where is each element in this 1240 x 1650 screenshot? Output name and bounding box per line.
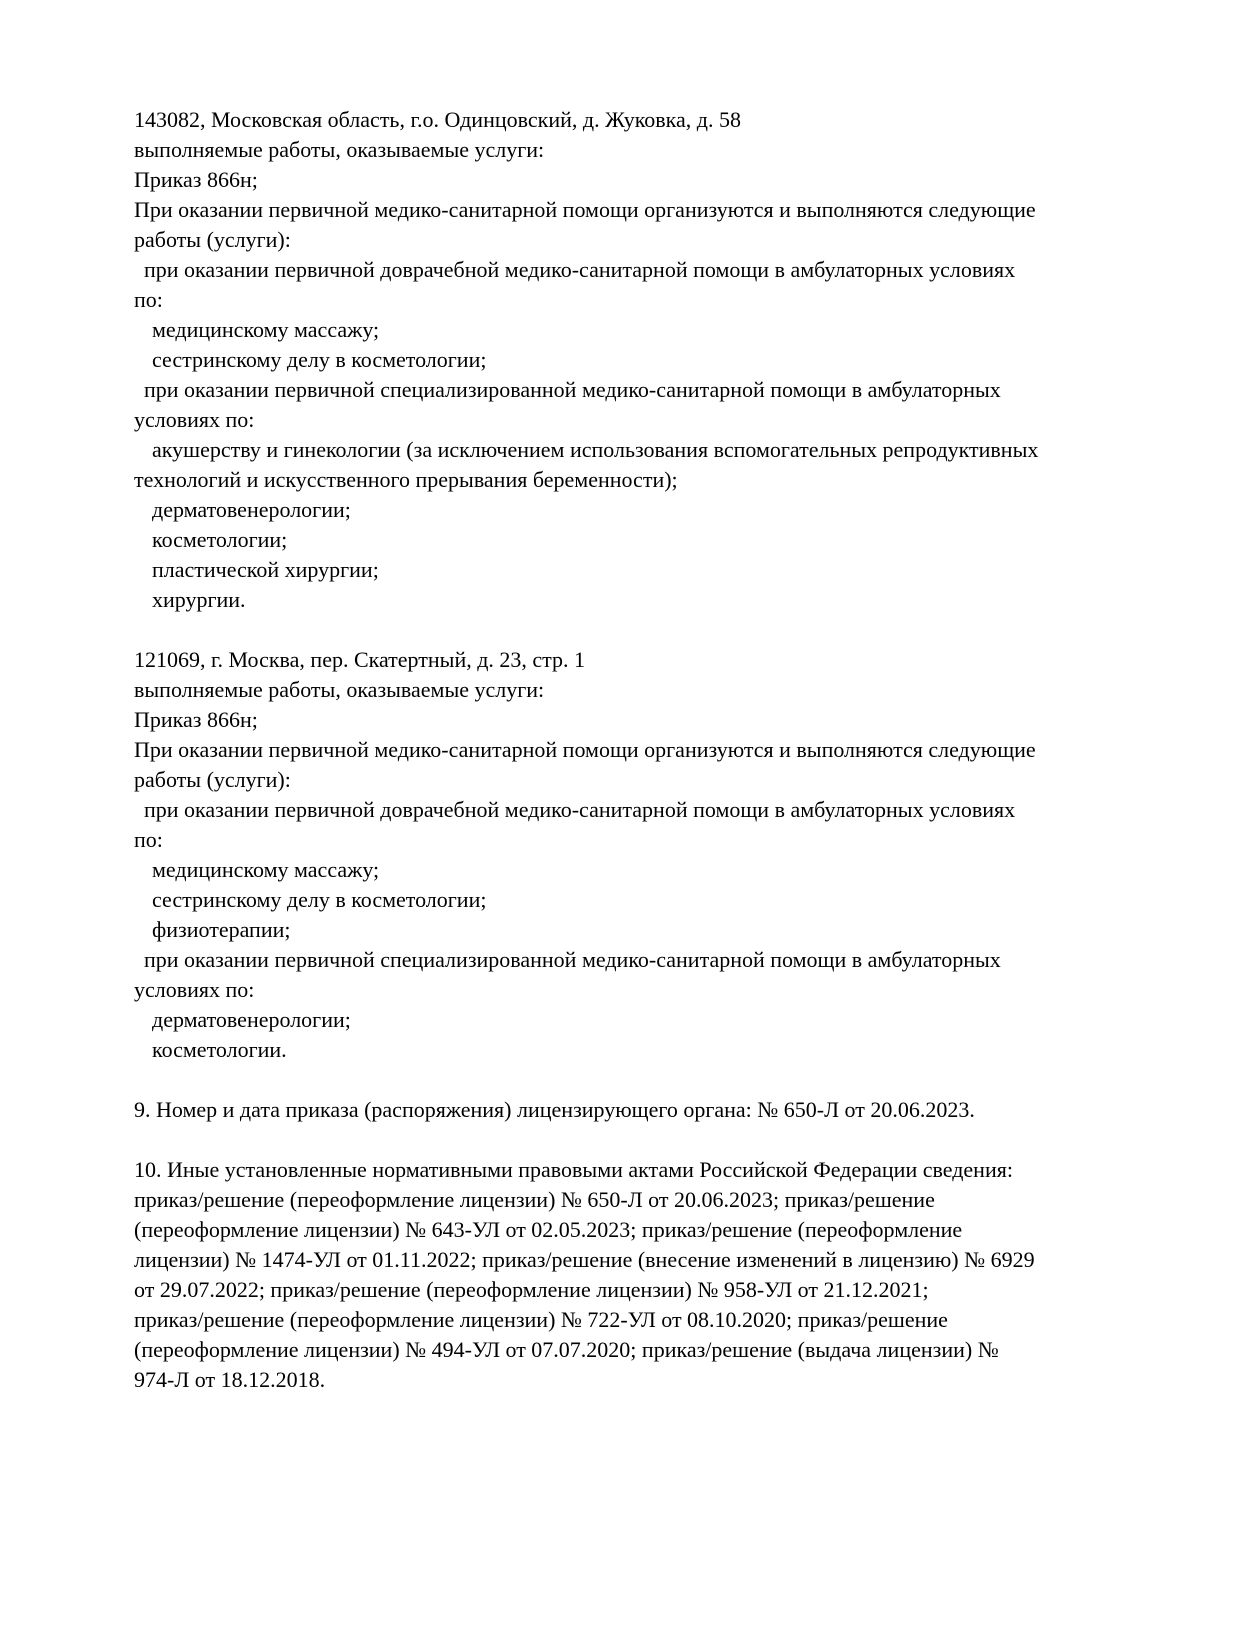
section-clause-10 — [134, 1155, 1180, 1395]
document-line: 974-Л от 18.12.2018. — [134, 1367, 326, 1392]
document-line: 9. Номер и дата приказа (распоряжения) лицензирующего органа: № 650-Л от 20.06.2023. — [134, 1097, 975, 1122]
document-line: пластической хирургии; — [152, 557, 379, 582]
document-line: при оказании первичной специализированной медико-санитарной помощи в амбулаторных — [144, 947, 1001, 972]
document-line: (переоформление лицензии) № 643-УЛ от 02.05.2023; приказ/решение (переоформление — [134, 1217, 963, 1242]
document-line: физиотерапии; — [152, 917, 291, 942]
document-line: условиях по: — [134, 407, 255, 432]
document-line: акушерству и гинекологии (за исключением использования вспомогательных репродуктивных — [152, 437, 1039, 462]
document-line: дерматовенерологии; — [152, 497, 351, 522]
section-location-143082 — [134, 105, 1180, 615]
document-line: косметологии; — [152, 527, 288, 552]
document-line: от 29.07.2022; приказ/решение (переоформление лицензии) № 958-УЛ от 21.12.2021; — [134, 1277, 929, 1302]
document-line: работы (услуги): — [134, 767, 291, 792]
document-line: медицинскому массажу; — [152, 857, 380, 882]
document-line: при оказании первичной доврачебной медико-санитарной помощи в амбулаторных условиях — [144, 797, 1016, 822]
document-line: косметологии. — [152, 1037, 287, 1062]
document-line: приказ/решение (переоформление лицензии) № 650-Л от 20.06.2023; приказ/решение — [134, 1187, 935, 1212]
document-line: при оказании первичной доврачебной медико-санитарной помощи в амбулаторных условиях — [144, 257, 1016, 282]
document-line: (переоформление лицензии) № 494-УЛ от 07.07.2020; приказ/решение (выдача лицензии) № — [134, 1337, 999, 1362]
document-line: Приказ 866н; — [134, 167, 258, 192]
document-line: дерматовенерологии; — [152, 1007, 351, 1032]
section-location-121069 — [134, 645, 1180, 1065]
document-line: хирургии. — [152, 587, 246, 612]
document-line: выполняемые работы, оказываемые услуги: — [134, 137, 545, 162]
document-line: условиях по: — [134, 977, 255, 1002]
document-line: при оказании первичной специализированной медико-санитарной помощи в амбулаторных — [144, 377, 1001, 402]
section-clause-9 — [134, 1095, 1180, 1125]
document-line: медицинскому массажу; — [152, 317, 380, 342]
document-line: по: — [134, 287, 163, 312]
document-line: сестринскому делу в косметологии; — [152, 887, 487, 912]
document-line: работы (услуги): — [134, 227, 291, 252]
document-line: лицензии) № 1474-УЛ от 01.11.2022; приказ/решение (внесение изменений в лицензию) № 6929 — [134, 1247, 1035, 1272]
document-line: приказ/решение (переоформление лицензии) № 722-УЛ от 08.10.2020; приказ/решение — [134, 1307, 948, 1332]
document-line: выполняемые работы, оказываемые услуги: — [134, 677, 545, 702]
document-line: 121069, г. Москва, пер. Скатертный, д. 23, стр. 1 — [134, 647, 586, 672]
document-line: Приказ 866н; — [134, 707, 258, 732]
document-line: по: — [134, 827, 163, 852]
document-line: При оказании первичной медико-санитарной помощи организуются и выполняются следующие — [134, 737, 1036, 762]
document-line: При оказании первичной медико-санитарной помощи организуются и выполняются следующие — [134, 197, 1036, 222]
document-line: сестринскому делу в косметологии; — [152, 347, 487, 372]
document-line: технологий и искусственного прерывания беременности); — [134, 467, 678, 492]
document-line: 10. Иные установленные нормативными правовыми актами Российской Федерации сведения: — [134, 1157, 1013, 1182]
document-line: 143082, Московская область, г.о. Одинцовский, д. Жуковка, д. 58 — [134, 107, 741, 132]
